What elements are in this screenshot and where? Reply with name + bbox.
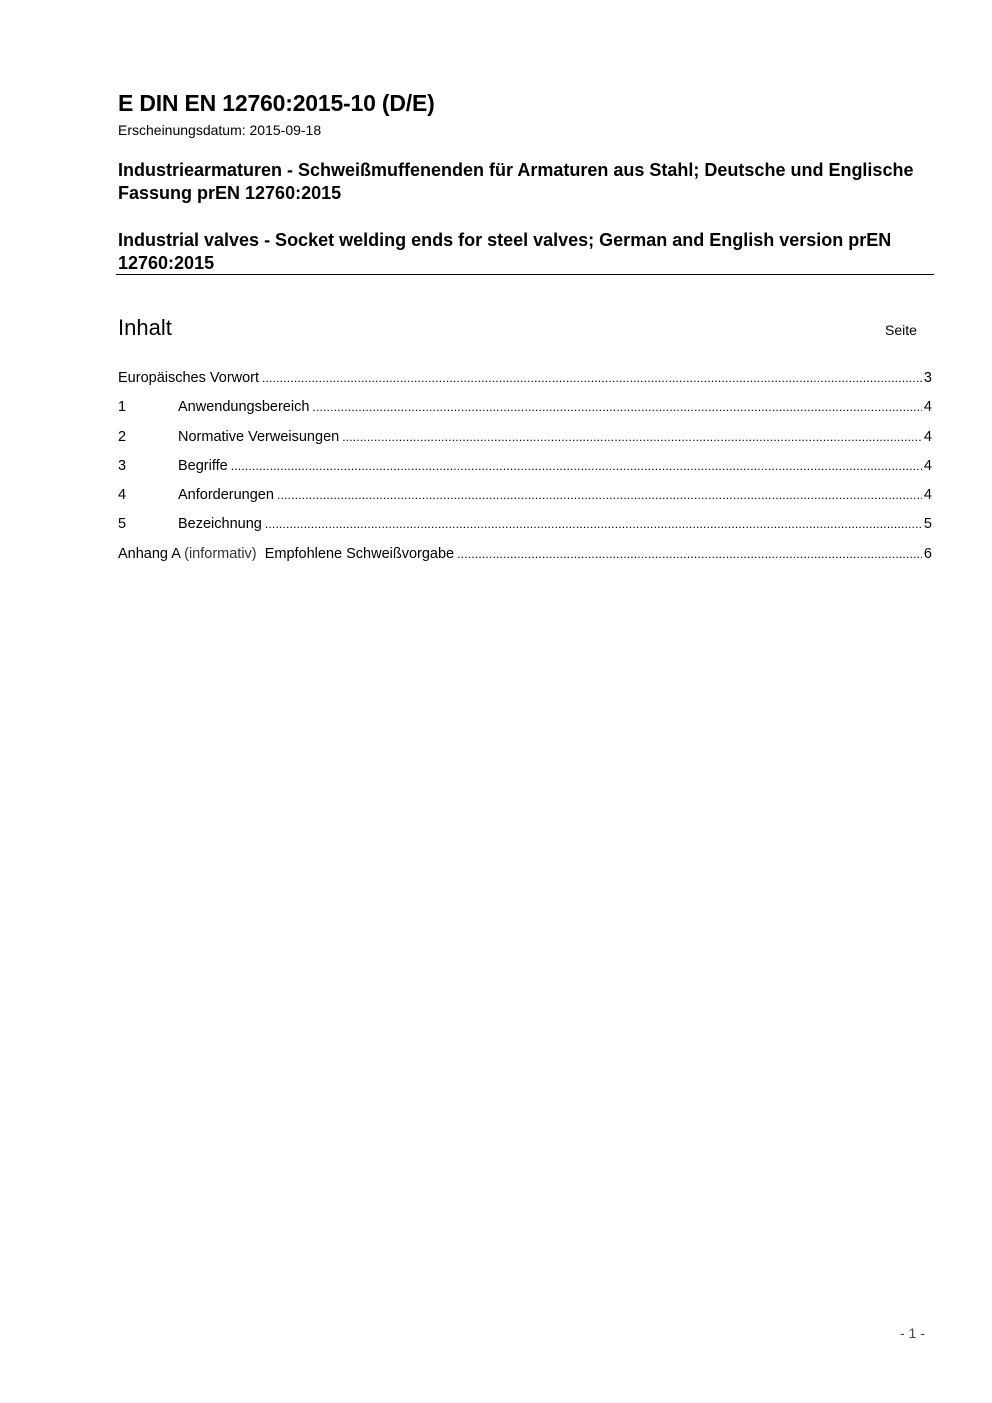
toc-entry-title: Begriffe <box>178 457 228 474</box>
toc-leader-dots <box>457 547 922 561</box>
toc-entry-title <box>118 546 457 562</box>
toc-entry-page: 4 <box>923 399 932 416</box>
toc-leader-dots <box>342 430 922 444</box>
table-of-contents <box>118 370 932 575</box>
toc-entry-title: Anwendungsbereich <box>178 399 310 416</box>
issue-date: Erscheinungsdatum: 2015-09-18 <box>118 122 322 138</box>
toc-entry-number: 1 <box>118 399 127 416</box>
toc-annex-label: Anhang A <box>118 545 181 562</box>
toc-entry-1[interactable] <box>118 399 932 428</box>
toc-entry-page: 4 <box>923 487 932 504</box>
toc-entry-page: 4 <box>923 457 932 474</box>
toc-entry-number: 3 <box>118 457 127 474</box>
toc-entry-title: Bezeichnung <box>178 516 262 533</box>
toc-entry-page: 5 <box>923 516 932 533</box>
toc-annex-qualifier: (informativ) <box>184 545 257 562</box>
toc-entry-title: Normative Verweisungen <box>178 428 340 445</box>
toc-annex-title: Empfohlene Schweißvorgabe <box>264 545 455 562</box>
toc-page-column-label: Seite <box>885 322 917 338</box>
toc-leader-dots <box>231 459 922 473</box>
toc-leader-dots <box>262 371 922 385</box>
toc-entry-title: Europäisches Vorwort <box>118 370 260 386</box>
document-id: E DIN EN 12760:2015-10 (D/E) <box>118 90 435 116</box>
toc-entry-annex-a[interactable] <box>118 546 932 575</box>
toc-leader-dots <box>312 400 922 414</box>
toc-entry-number: 2 <box>118 428 127 445</box>
toc-leader-dots <box>265 517 922 531</box>
toc-entry-page: 3 <box>923 370 932 386</box>
toc-leader-dots <box>277 488 922 502</box>
toc-entry-number: 4 <box>118 487 127 504</box>
toc-entry-title: Anforderungen <box>178 487 274 504</box>
title-german: Industriearmaturen - Schweißmuffenenden für Armaturen aus Stahl; Deutsche und Englische Fassung prEN 12760:2015 <box>118 160 914 203</box>
toc-entry-3[interactable] <box>118 458 932 487</box>
header-divider <box>116 274 934 275</box>
toc-entry-vorwort[interactable] <box>118 370 932 399</box>
toc-entry-5[interactable] <box>118 516 932 545</box>
page-number: - 1 - <box>900 1325 925 1341</box>
toc-heading: Inhalt <box>118 315 172 340</box>
toc-entry-4[interactable] <box>118 487 932 516</box>
title-english: Industrial valves - Socket welding ends for steel valves; German and English version prEN 12760:2015 <box>118 230 892 273</box>
toc-entry-number: 5 <box>118 516 127 533</box>
toc-entry-2[interactable] <box>118 429 932 458</box>
toc-entry-page: 4 <box>923 428 932 445</box>
toc-entry-page: 6 <box>923 545 932 562</box>
